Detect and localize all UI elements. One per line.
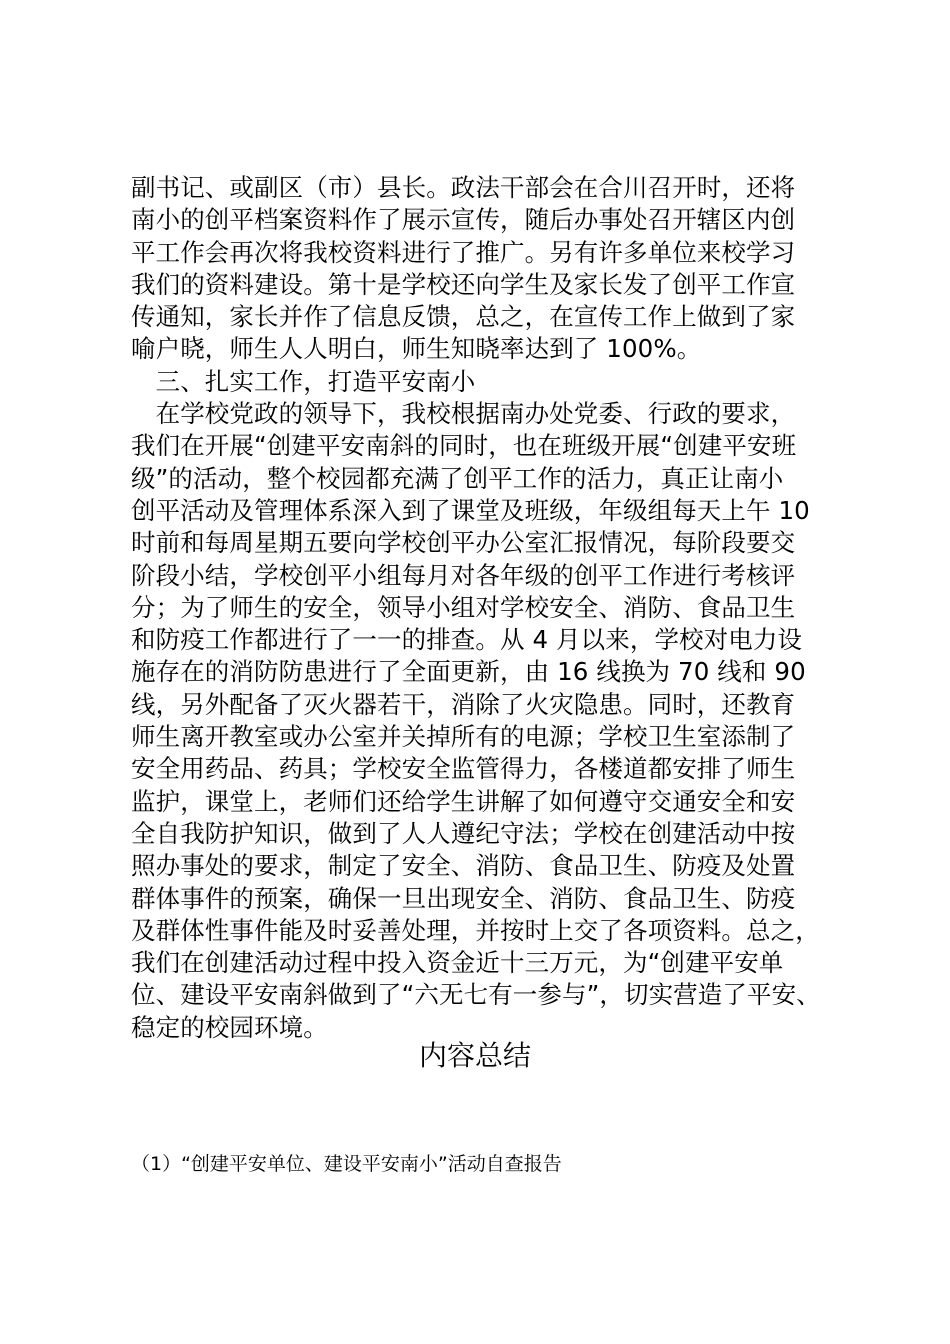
text-line: 照办事处的要求，制定了安全、消防、食品卫生、防疫及处置 [131,851,796,881]
document-body [131,172,841,1044]
text-line: 在学校党政的领导下，我校根据南办处党委、行政的要求， [131,399,796,429]
text-line: 我们在创建活动过程中投入资金近十三万元，为“创建平安单 [131,948,784,978]
text-line: 师生离开教室或办公室并关掉所有的电源；学校卫生室添制了 [131,722,796,752]
text-line: 我们在开展“创建平安南斜的同时，也在班级开展“创建平安班 [131,431,797,461]
text-line: 稳定的校园环境。 [131,1012,328,1042]
summary-title: 内容总结 [418,1039,531,1072]
text-line: 南小的创平档案资料作了展示宣传，随后办事处召开辖区内创 [131,205,796,235]
text-line: 传通知，家长并作了信息反馈，总之，在宣传工作上做到了家 [131,302,796,332]
text-line: 阶段小结，学校创平小组每月对各年级的创平工作进行考核评 [131,560,796,590]
text-line: 全自我防护知识，做到了人人遵纪守法；学校在创建活动中按 [131,818,796,848]
text-line: 群体事件的预案，确保一旦出现安全、消防、食品卫生、防疫 [131,883,796,913]
text-line: 我们的资料建设。第十是学校还向学生及家长发了创平工作宣 [131,269,796,299]
text-line: 平工作会再次将我校资料进行了推广。另有许多单位来校学习 [131,237,796,267]
text-line: 喻户晓，师生人人明白，师生知晓率达到了 100%。 [131,334,702,364]
text-line: 位、建设平安南斜做到了“六无七有一参与”，切实营造了平安、 [131,980,821,1010]
text-line: 线，另外配备了灭火器若干，消除了火灾隐患。同时，还教育 [131,689,796,719]
summary-item: （1）“创建平安单位、建设平安南小”活动自查报告 [131,1153,562,1175]
text-line: 安全用药品、药具；学校安全监管得力，各楼道都安排了师生 [131,754,796,784]
text-line: 副书记、或副区（市）县长。政法干部会在合川召开时，还将 [131,173,796,202]
text-line: 及群体性事件能及时妥善处理，并按时上交了各项资料。总之， [131,915,820,945]
section-heading: 三、扎实工作，打造平安南小 [131,366,476,396]
text-line: 监护，课堂上，老师们还给学生讲解了如何遵守交通安全和安 [131,786,796,816]
text-line: 时前和每周星期五要向学校创平办公室汇报情况，每阶段要交 [131,528,796,558]
text-line: 创平活动及管理体系深入到了课堂及班级，年级组每天上午 10 [131,495,810,525]
text-line: 分；为了师生的安全，领导小组对学校安全、消防、食品卫生 [131,592,796,622]
text-line: 级”的活动，整个校园都充满了创平工作的活力，真正让南小 [131,463,784,493]
text-line: 施存在的消防防患进行了全面更新，由 16 线换为 70 线和 90 [131,657,806,687]
text-line: 和防疫工作都进行了一一的排查。从 4 月以来，学校对电力设 [131,625,803,655]
